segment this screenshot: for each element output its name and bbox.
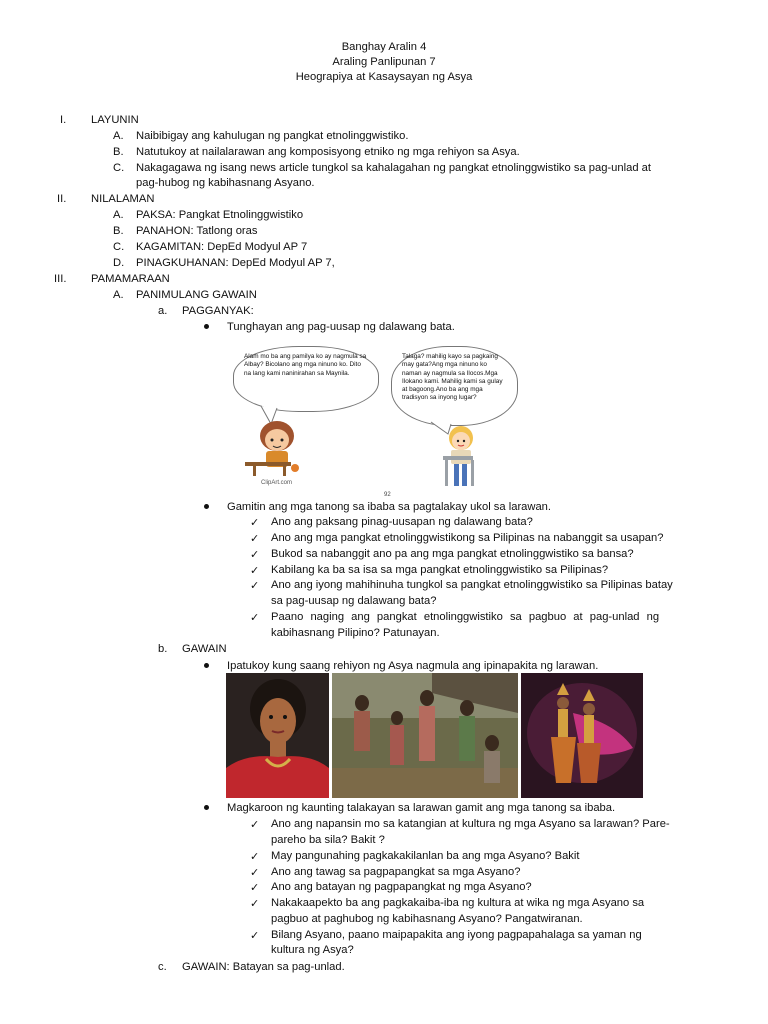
question-item-cont: pagbuo at paghubog ng kabihasnang Asyano? Pangatwiranan. <box>271 913 583 925</box>
photo-dancers <box>521 673 643 798</box>
list-letter: C. <box>113 241 125 253</box>
question-item: Bukod sa nabanggit ano pa ang mga pangkat etnolinggwistiko sa bansa? <box>271 548 634 560</box>
doc-title: Banghay Aralin 4 <box>341 41 427 53</box>
bubble-tail <box>431 422 451 434</box>
section-heading: LAYUNIN <box>91 114 139 126</box>
subsection-heading: GAWAIN: Batayan sa pag-unlad. <box>182 961 345 973</box>
content-item: PINAGKUHANAN: DepEd Modyul AP 7, <box>136 257 335 269</box>
question-item: Ano ang tawag sa pagpapangkat sa mga Asyano? <box>271 866 521 878</box>
section-heading: PAMAMARAAN <box>91 273 170 285</box>
question-item: May pangunahing pagkakakilanlan ba ang mga Asyano? Bakit <box>271 850 580 862</box>
question-item-cont: kultura ng Asya? <box>271 944 354 956</box>
subsection-heading: GAWAIN <box>182 643 227 655</box>
checkmark-icon: ✓ <box>250 897 260 910</box>
checkmark-icon: ✓ <box>250 611 260 624</box>
bullet-icon <box>204 324 209 329</box>
children-illustration <box>233 400 533 500</box>
doc-topic: Heograpiya at Kasaysayan ng Asya <box>295 71 473 83</box>
page-number: 92 <box>384 492 391 498</box>
instruction-text: Gamitin ang mga tanong sa ibaba sa pagtalakay ukol sa larawan. <box>227 501 552 513</box>
doc-subject: Araling Panlipunan 7 <box>332 56 436 68</box>
objective-item: Natutukoy at nailalarawan ang komposisyong etniko ng mga rehiyon sa Asya. <box>136 146 520 158</box>
section-number: III. <box>54 273 67 285</box>
checkmark-icon: ✓ <box>250 866 260 879</box>
list-letter: a. <box>158 305 168 317</box>
content-item: PANAHON: Tatlong oras <box>136 225 258 237</box>
content-item: KAGAMITAN: DepEd Modyul AP 7 <box>136 241 308 253</box>
question-item-cont: pareho ba sila? Bakit ? <box>271 834 385 846</box>
question-item: Ano ang iyong mahihinuha tungkol sa pangkat etnolinggwistiko sa Pilipinas batay <box>271 579 673 591</box>
instruction-text: Ipatukoy kung saang rehiyon ng Asya nagmula ang ipinapakita ng larawan. <box>227 660 599 672</box>
list-letter: A. <box>113 209 124 221</box>
checkmark-icon: ✓ <box>250 579 260 592</box>
question-item: Bilang Asyano, paano maipapakita ang iyong pagpapahalaga sa yaman ng <box>271 929 642 941</box>
question-item: Ano ang mga pangkat etnolinggwistikong sa Pilipinas na nabanggit sa usapan? <box>271 532 664 544</box>
question-item: Kabilang ka ba sa isa sa mga pangkat etnolinggwistiko sa Pilipinas? <box>271 564 609 576</box>
checkmark-icon: ✓ <box>250 532 260 545</box>
bullet-icon <box>204 663 209 668</box>
list-letter: c. <box>158 961 167 973</box>
section-number: II. <box>57 193 67 205</box>
bubble-text: Talaga? mahilig kayo sa pagkaing may gata?Ang mga ninuno ko naman ay nagmula sa Ilocos.Mga Ilokano kami. Mahilig kami sa gulay at bagoong.Ano ba ang mga tradisyon sa inyong lugar? <box>402 353 503 402</box>
list-letter: b. <box>158 643 168 655</box>
checkmark-icon: ✓ <box>250 929 260 942</box>
question-item: Nakakaapekto ba ang pagkakaiba-iba ng kultura at wika ng mga Asyano sa <box>271 897 645 909</box>
question-item-cont: kabihasnang Pilipino? Patunayan. <box>271 627 440 639</box>
objective-item: Nakagagawa ng isang news article tungkol sa kahalagahan ng pangkat etnolinggwistiko sa pag-unlad at <box>136 162 651 174</box>
list-letter: D. <box>113 257 125 269</box>
content-item: PAKSA: Pangkat Etnolinggwistiko <box>136 209 304 221</box>
bubble-text: Alam mo ba ang pamilya ko ay nagmula sa Albay? Bicolano ang mga ninuno ko. Dito na lang kami naninirahan sa Maynila. <box>244 353 367 377</box>
checkmark-icon: ✓ <box>250 564 260 577</box>
checkmark-icon: ✓ <box>250 548 260 561</box>
photo-woman-in-saree <box>226 673 329 798</box>
bullet-icon <box>204 805 209 810</box>
list-letter: C. <box>113 162 125 174</box>
question-item: Paano naging ang pangkat etnolinggwistiko sa pagbuo at pag-unlad ng <box>271 611 660 623</box>
checkmark-icon: ✓ <box>250 516 260 529</box>
checkmark-icon: ✓ <box>250 818 260 831</box>
list-letter: B. <box>113 146 124 158</box>
boy-figure <box>245 421 299 476</box>
checkmark-icon: ✓ <box>250 850 260 863</box>
question-item: Ano ang batayan ng pagpapangkat ng mga Asyano? <box>271 881 532 893</box>
list-letter: A. <box>113 130 124 142</box>
section-heading: NILALAMAN <box>91 193 155 205</box>
question-item: Ano ang napansin mo sa katangian at kultura ng mga Asyano sa larawan? Pare- <box>271 818 670 830</box>
checkmark-icon: ✓ <box>250 881 260 894</box>
girl-figure <box>443 426 474 486</box>
instruction-text: Magkaroon ng kaunting talakayan sa larawan gamit ang mga tanong sa ibaba. <box>227 802 616 814</box>
question-item-cont: sa pag-uusap ng dalawang bata? <box>271 595 437 607</box>
subsection-heading: PANIMULANG GAWAIN <box>136 289 257 301</box>
question-item: Ano ang paksang pinag-uusapan ng dalawang bata? <box>271 516 533 528</box>
list-letter: A. <box>113 289 124 301</box>
subsection-heading: PAGGANYAK: <box>182 305 254 317</box>
instruction-text: Tunghayan ang pag-uusap ng dalawang bata. <box>227 321 455 333</box>
bullet-icon <box>204 504 209 509</box>
objective-item-cont: pag-hubog ng kabihasnang Asyano. <box>136 177 315 189</box>
photo-village-children <box>332 673 518 798</box>
section-number: I. <box>60 114 67 126</box>
clipart-caption: ClipArt.com <box>261 480 293 486</box>
list-letter: B. <box>113 225 124 237</box>
objective-item: Naibibigay ang kahulugan ng pangkat etnolinggwistiko. <box>136 130 409 142</box>
